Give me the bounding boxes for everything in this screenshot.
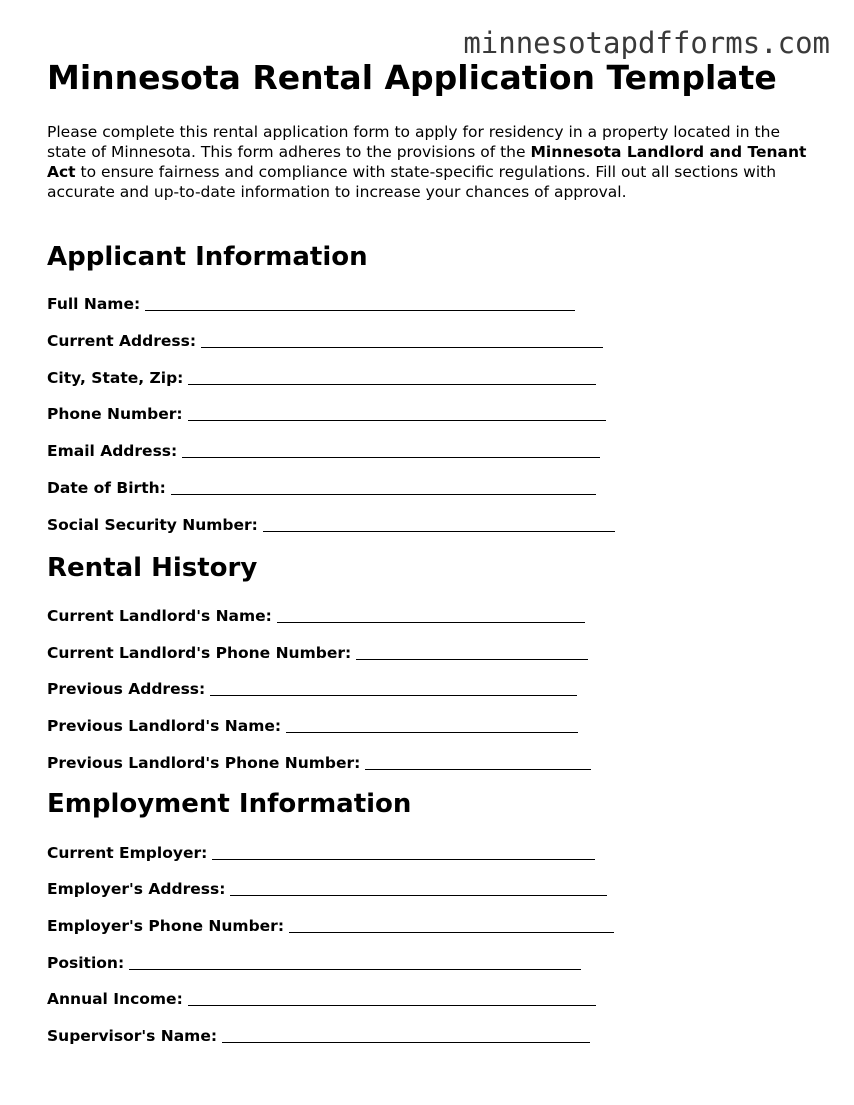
- field-current-landlord-name[interactable]: [47, 606, 585, 625]
- fill-line[interactable]: [188, 370, 596, 385]
- fill-line[interactable]: [289, 918, 614, 933]
- site-watermark: minnesotapdfforms.com: [463, 26, 830, 60]
- field-social-security-number[interactable]: [47, 515, 615, 534]
- field-employer-address[interactable]: [47, 879, 607, 898]
- field-employer-phone[interactable]: [47, 916, 614, 935]
- field-label: Supervisor's Name:: [47, 1027, 218, 1045]
- intro-text-before: Please complete this rental application form to apply for residency in a property located in the state of Minnesota. This form adheres to the provisions of the: [47, 123, 780, 161]
- fill-line[interactable]: [145, 296, 575, 311]
- field-label: Employer's Phone Number:: [47, 917, 285, 935]
- field-supervisor-name[interactable]: [47, 1026, 590, 1045]
- section-heading-applicant: Applicant Information: [47, 242, 368, 272]
- fill-line[interactable]: [201, 333, 603, 348]
- page-title: Minnesota Rental Application Template: [47, 58, 777, 97]
- field-label: Current Landlord's Phone Number:: [47, 644, 352, 662]
- field-current-employer[interactable]: [47, 843, 595, 862]
- field-previous-landlord-phone[interactable]: [47, 753, 591, 772]
- field-date-of-birth[interactable]: [47, 478, 596, 497]
- field-label: Employer's Address:: [47, 880, 226, 898]
- fill-line[interactable]: [230, 881, 607, 896]
- field-label: Phone Number:: [47, 405, 183, 423]
- field-phone-number[interactable]: [47, 404, 606, 423]
- field-label: Current Employer:: [47, 844, 208, 862]
- fill-line[interactable]: [277, 608, 585, 623]
- field-label: Previous Landlord's Name:: [47, 717, 282, 735]
- field-annual-income[interactable]: [47, 989, 596, 1008]
- fill-line[interactable]: [356, 645, 588, 660]
- field-previous-landlord-name[interactable]: [47, 716, 578, 735]
- field-email-address[interactable]: [47, 441, 600, 460]
- field-full-name[interactable]: [47, 294, 575, 313]
- field-label: Email Address:: [47, 442, 178, 460]
- field-current-landlord-phone[interactable]: [47, 643, 588, 662]
- fill-line[interactable]: [222, 1028, 590, 1043]
- intro-text-bold: Minnesota Landlord and Tenant Act: [47, 143, 807, 181]
- field-label: Social Security Number:: [47, 516, 258, 534]
- fill-line[interactable]: [171, 480, 596, 495]
- field-label: Previous Address:: [47, 680, 206, 698]
- field-previous-address[interactable]: [47, 679, 577, 698]
- fill-line[interactable]: [129, 955, 581, 970]
- fill-line[interactable]: [188, 991, 596, 1006]
- field-label: Annual Income:: [47, 990, 183, 1008]
- fill-line[interactable]: [212, 845, 595, 860]
- fill-line[interactable]: [182, 443, 600, 458]
- field-label: Date of Birth:: [47, 479, 166, 497]
- field-current-address[interactable]: [47, 331, 603, 350]
- field-label: Full Name:: [47, 295, 141, 313]
- field-position[interactable]: [47, 953, 581, 972]
- field-label: City, State, Zip:: [47, 369, 184, 387]
- field-city-state-zip[interactable]: [47, 368, 596, 387]
- fill-line[interactable]: [188, 406, 606, 421]
- fill-line[interactable]: [210, 681, 577, 696]
- fill-line[interactable]: [365, 755, 591, 770]
- fill-line[interactable]: [286, 718, 578, 733]
- section-heading-rental: Rental History: [47, 553, 258, 583]
- field-label: Position:: [47, 954, 125, 972]
- intro-paragraph: [47, 122, 817, 202]
- field-label: Current Landlord's Name:: [47, 607, 272, 625]
- field-label: Previous Landlord's Phone Number:: [47, 754, 361, 772]
- section-heading-employment: Employment Information: [47, 789, 412, 819]
- intro-text-after: to ensure fairness and compliance with state-specific regulations. Fill out all sections with accurate and up-to-date information to increase your chances of approval.: [47, 163, 777, 201]
- fill-line[interactable]: [263, 517, 615, 532]
- field-label: Current Address:: [47, 332, 197, 350]
